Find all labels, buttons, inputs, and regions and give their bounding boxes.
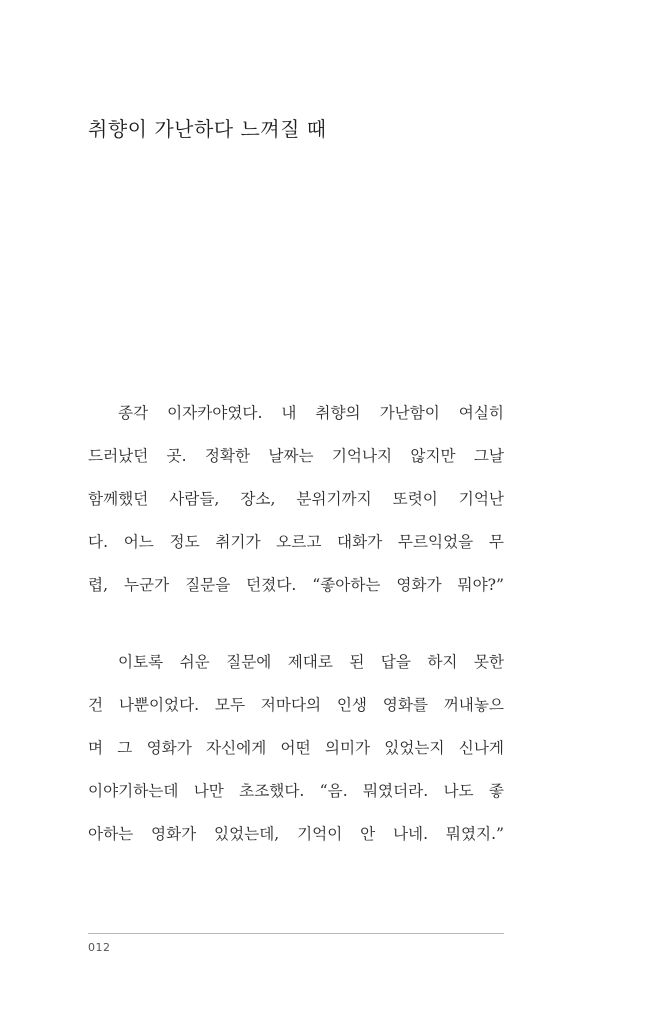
body-paragraph bbox=[88, 392, 504, 607]
body-paragraph bbox=[88, 641, 504, 856]
paragraph-line: 이토록 쉬운 질문에 제대로 된 답을 하지 못한 bbox=[118, 653, 504, 671]
paragraph-line: 종각 이자카야였다. 내 취향의 가난함이 여실히 bbox=[118, 404, 504, 422]
paragraph-line: 건 나뿐이었다. 모두 저마다의 인생 영화를 꺼내놓으 bbox=[88, 696, 504, 714]
paragraph-line: 렵, 누군가 질문을 던졌다. “좋아하는 영화가 뭐야?” bbox=[88, 576, 504, 594]
paragraph-line: 함께했던 사람들, 장소, 분위기까지 또렷이 기억난 bbox=[88, 490, 504, 508]
footer-divider bbox=[88, 933, 504, 934]
paragraph-line: 드러났던 곳. 정확한 날짜는 기억나지 않지만 그날 bbox=[88, 447, 504, 465]
paragraph-line: 다. 어느 정도 취기가 오르고 대화가 무르익었을 무 bbox=[88, 533, 504, 551]
paragraph-line: 며 그 영화가 자신에게 어떤 의미가 있었는지 신나게 bbox=[88, 739, 504, 757]
chapter-title: 취향이 가난하다 느껴질 때 bbox=[88, 117, 327, 141]
paragraph-line: 이야기하는데 나만 초조했다. “음. 뭐였더라. 나도 좋 bbox=[88, 782, 504, 800]
paragraph-line: 아하는 영화가 있었는데, 기억이 안 나네. 뭐였지.” bbox=[88, 825, 504, 843]
page-number: 012 bbox=[88, 941, 111, 954]
